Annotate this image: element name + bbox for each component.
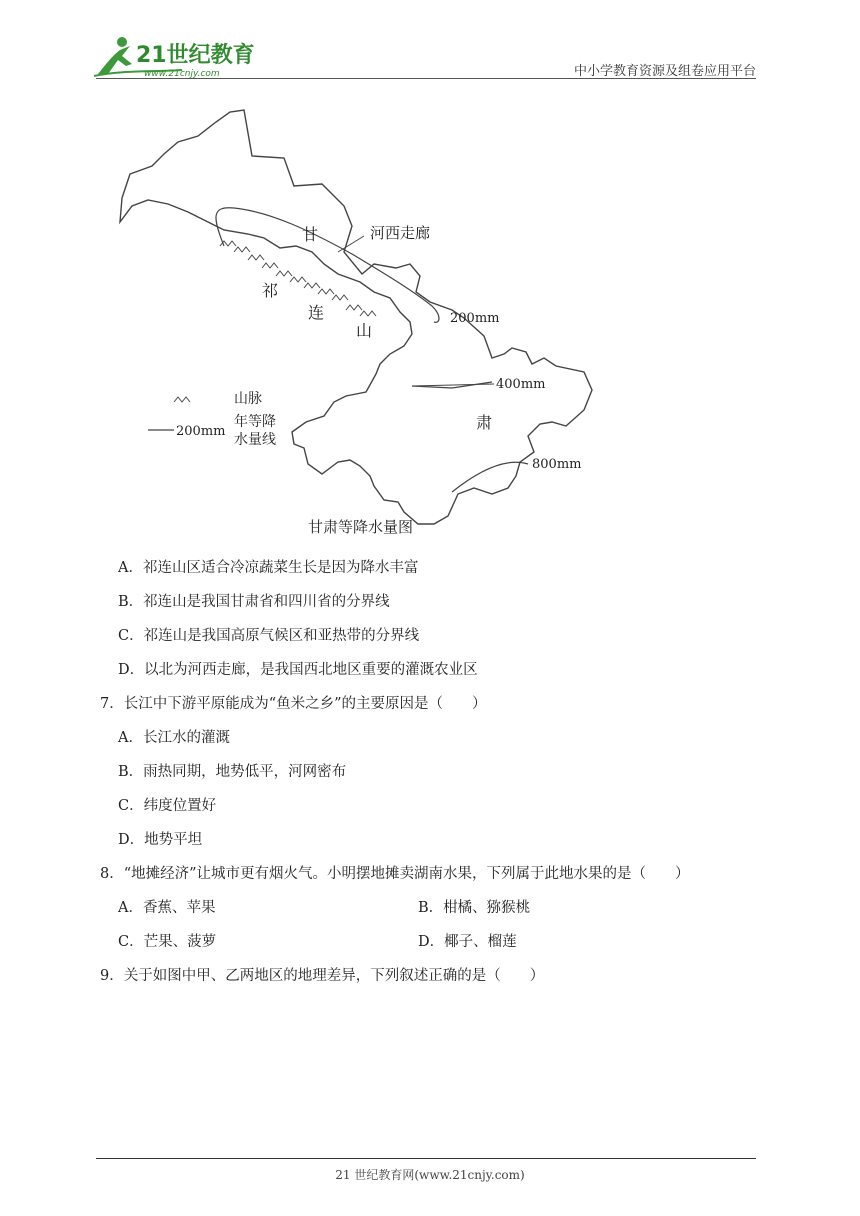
q7-option-a: A．长江水的灌溉 [118, 730, 230, 746]
q7-stem: 7．长江中下游平原能成为“鱼米之乡”的主要原因是（ ） [100, 696, 487, 712]
site-title: 中小学教育资源及组卷应用平台 [573, 64, 756, 79]
legend-line-label-2: 水量线 [234, 432, 276, 448]
header-divider [96, 78, 756, 79]
logo-text: 21世纪教育 [136, 43, 255, 68]
label-su: 肃 [476, 413, 493, 432]
label-shan: 山 [356, 321, 373, 340]
logo-url: www.21cnjy.com [144, 69, 220, 79]
q8-option-d: D．椰子、榴莲 [418, 934, 517, 950]
mountain-range-icon [220, 241, 376, 316]
province-outline [120, 110, 592, 524]
label-400mm: 400mm [496, 377, 546, 392]
q8-option-a: A．香蕉、苹果 [118, 900, 216, 916]
label-gan: 甘 [302, 225, 319, 244]
legend-line-label-1: 年等降 [234, 414, 276, 430]
map-legend [148, 391, 276, 448]
q8-option-b: B．柑橘、猕猴桃 [418, 900, 531, 916]
footer-text: 21 世纪教育网(www.21cnjy.com) [335, 1168, 525, 1182]
q8-option-c: C．芒果、菠萝 [118, 934, 217, 950]
q9-stem: 9．关于如图中甲、乙两地区的地理差异，下列叙述正确的是（ ） [100, 968, 545, 984]
q7-option-d: D．地势平坦 [118, 832, 203, 848]
legend-mountain-label: 山脉 [234, 391, 262, 407]
q6-option-c: C．祁连山是我国高原气候区和亚热带的分界线 [118, 628, 420, 644]
q7-option-c: C．纬度位置好 [118, 798, 217, 814]
label-corridor: 河西走廊 [370, 224, 431, 242]
q8-stem: 8．“地摊经济”让城市更有烟火气。小明摆地摊卖湖南水果，下列属于此地水果的是（ ） [100, 866, 690, 882]
isoline-400 [412, 384, 494, 386]
q6-option-a: A．祁连山区适合冷凉蔬菜生长是因为降水丰富 [118, 560, 419, 576]
site-logo [92, 34, 262, 80]
label-800mm: 800mm [532, 457, 582, 472]
map-caption: 甘肃等降水量图 [308, 518, 414, 536]
gansu-precipitation-map [112, 96, 602, 546]
q6-option-d: D．以北为河西走廊，是我国西北地区重要的灌溉农业区 [118, 662, 478, 678]
footer-divider [96, 1158, 756, 1159]
label-200mm: 200mm [450, 311, 500, 326]
legend-line-value: 200mm [176, 424, 226, 439]
label-qi: 祁 [262, 281, 279, 300]
legend-mountain-icon [174, 397, 190, 402]
q7-option-b: B．雨热同期，地势低平，河网密布 [118, 764, 347, 780]
q6-option-b: B．祁连山是我国甘肃省和四川省的分界线 [118, 594, 390, 610]
runner-logo-icon [92, 34, 262, 80]
label-lian: 连 [308, 303, 325, 322]
isoline-800 [452, 462, 528, 492]
